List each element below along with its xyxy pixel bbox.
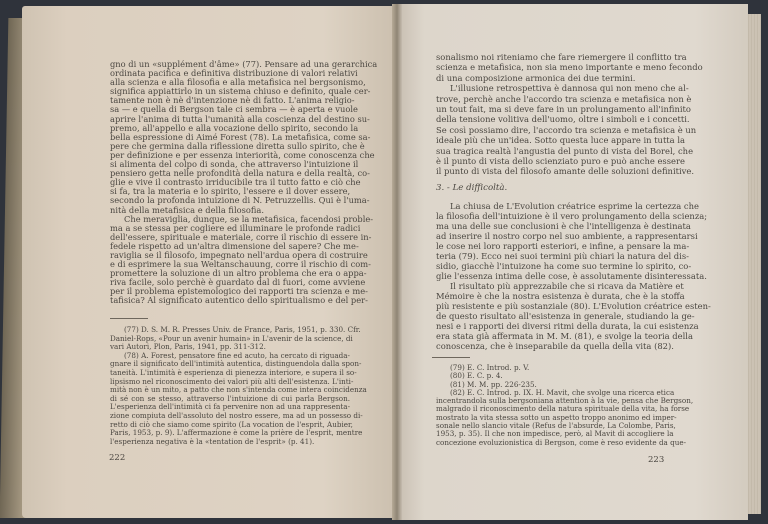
text-line: 1953, p. 35). Il che non impedisce, però, al Mavit di accogliere la (436, 429, 674, 439)
text-line: malgrado il riconoscimento della natura spirituale della vita, ha forse (436, 404, 690, 414)
text-line: concezione evoluzionistica di Bergson, come è reso evidente da que- (436, 437, 687, 447)
text-line: scienza e metafisica, non sia meno importante e meno fecondo (436, 62, 703, 73)
section-heading: 3. - Le difficoltà. (436, 183, 508, 193)
text-line: era stata già affermata in M. M. (81), e svolge la teoria della (436, 331, 693, 341)
text-line: raviglia se il filosofo, impegnato nell'ardua opera di costruire (110, 249, 368, 260)
text-line: mostrato la vita stessa sotto un aspetto troppo anonimo ed imper- (436, 412, 677, 422)
text-line: tamente non è nè d'intenzione nè di fatto. L'anima religio- (110, 95, 355, 106)
text-line: Paris, 1953, p. 9). L'affermazione è come la prière de l'esprit, mentre (110, 428, 363, 438)
text-line: (80) E. C. p. 4. (450, 371, 503, 381)
text-line: (81) M. M. pp. 226-235. (450, 379, 537, 389)
text-line: (77) D. S. M. R. Presses Univ. de France, Paris, 1951, p. 330. Cfr. (124, 325, 361, 334)
text-line: per il problema epistemologico dei rapporti tra scienza e me- (110, 286, 368, 297)
text-line: premo, all'appello e alla vocazione dello spirito, secondo la (110, 122, 359, 133)
text-line: Mémoire è che la nostra esistenza è durata, che è la stoffa (436, 291, 685, 301)
text-line: La chiusa de L'Evolution créatrice esprime la certezza che (450, 201, 699, 211)
footnote-separator (432, 357, 470, 358)
text-line: incentrandola sulla bergsoniana attention à la vie, pensa che Bergson, (436, 396, 694, 406)
text-line: un tout fait, ma si deve fare in un prolungamento all'infinito (436, 104, 691, 115)
text-line: Se così possiamo dire, l'accordo tra scienza e metafisica è un (436, 124, 697, 135)
text-line: si alimenta del colpo di sonda, che attraverso l'intuizione il (110, 159, 359, 170)
text-line: si fa, tra la materia e lo spirito, l'essere e il dover essere, (110, 186, 351, 197)
text-line: gnare il significato dell'intimità autentica, distinguendola dalla spon- (110, 359, 362, 369)
text-line: della tensione volitiva dell'uomo, oltre i simboli e i concetti. (436, 114, 690, 125)
text-line: alla scienza e alla filosofia e alla metafisica nel bergsonismo, (110, 77, 366, 88)
text-line: pere che germina dalla riflessione diretta sullo spirito, che è (110, 140, 365, 151)
text-line: ma una delle sue conclusioni è che l'intelligenza è destinata (436, 221, 691, 231)
text-line: L'esperienza dell'intimità ci fa pervenire non ad una rappresenta- (110, 402, 350, 412)
text-line: Che meraviglia, dunque, se la metafisica, facendosi proble- (124, 213, 374, 224)
page-number-left: 222 (109, 453, 126, 463)
text-line: conoscenza, che è inseparabile da quella della vita (82). (436, 341, 674, 351)
text-line: gno di un «supplément d'âme» (77). Pensare ad una gerarchica (110, 59, 378, 69)
text-line: le cose nei loro rapporti esteriori, e infine, a pensare la ma- (436, 241, 690, 251)
text-line: sua tragica realtà l'angustia del punto di vista del Borel, che (436, 145, 694, 156)
text-line: sonalismo noi riteniamo che fare riemergere il conflitto tra (436, 52, 687, 62)
text-line: secondo la profonda intuizione di N. Petruzzellis. Qui è l'uma- (110, 195, 370, 206)
text-line: l'esperienza negativa è la «tentation de l'esprit» (p. 41). (110, 436, 315, 446)
text-line: nesi e i rapporti dei diversi ritmi della durata, la cui esistenza (436, 321, 699, 331)
text-line: per definizione e per essenza interiorità, come conoscenza che (110, 149, 375, 160)
text-line: più resistente e più sostanziale (80). L'Evolution créatrice esten- (436, 301, 711, 311)
text-line: retto di ciò che siamo come spirito (La vocation de l'esprit, Aubier, (110, 419, 353, 429)
right-body-text-top (436, 52, 703, 177)
text-line: trove, perchè anche l'accordo tra scienza e metafisica non è (436, 93, 692, 104)
text-line: è il punto di vista dello scienziato puro e può anche essere (436, 156, 685, 167)
text-line: tafisica? Al significato autentico dello spiritualismo e del per- (110, 295, 368, 306)
text-line: ideale più che un'idea. Sotto questa luce appare in tutta la (436, 135, 685, 146)
page-number-right: 223 (648, 455, 665, 465)
text-line: di una composizione armonica dei due termini. (436, 72, 636, 83)
text-line: aprire l'anima di tutta l'umanità alla coscienza del destino su- (110, 113, 370, 124)
text-line: il punto di vista del filosofo amante delle soluzioni definitive. (436, 166, 695, 177)
text-line: ma a se stessa per cogliere ed illuminare le profonde radici (110, 222, 361, 233)
text-line: teria (79). Ecco nei suoi termini più chiari la natura del dis- (436, 251, 689, 261)
footnote-separator (110, 318, 148, 319)
text-line: sa — e quella di Bergson tale ci sembra — è aperta e vuole (110, 104, 358, 115)
text-line: dell'essere, spirituale e materiale, corre il rischio di essere in- (110, 231, 372, 242)
text-line: promettere la soluzione di un altro problema che era o appa- (110, 268, 367, 279)
text-line: sonale nello slancio vitale (Refus de l'absurde, La Colombe, Paris, (436, 421, 676, 431)
text-line: ad inserire il nostro corpo nel suo ambiente, a rappresentarsi (436, 231, 698, 241)
text-line: zione compiuta dell'assoluto del nostro essere, ma ad un possesso di- (110, 410, 363, 420)
text-line: fedele rispetto ad un'altra dimensione del sapere? Che me- (110, 240, 359, 251)
text-line: pensiero getta nelle profondità della natura e della realtà, co- (110, 168, 370, 179)
text-line: glie l'essenza intima delle cose, è assolutamente disinteressata. (436, 271, 707, 281)
text-line: de questo risultato all'esistenza in generale, studiando la ge- (436, 311, 695, 321)
text-line: Il risultato più apprezzabile che si ricava da Matière et (450, 281, 684, 291)
right-body-text (436, 201, 711, 351)
left-body-text (110, 59, 378, 306)
text-line: lipsismo nel riconoscimento dei valori più alti dell'esistenza. L'inti- (110, 376, 354, 386)
text-line: di sé con se stesso, attraverso l'intuizione di cui parla Bergson. (110, 393, 350, 403)
text-line: nità della metafisica e della filosofia. (110, 204, 264, 215)
text-line: taneità. L'intimità è esperienza di pienezza interiore, e supera il so- (110, 367, 357, 377)
left-footnotes (110, 325, 367, 446)
text-line: mità non è un mito, a patto che non s'intenda come intera coincidenza (110, 385, 367, 395)
text-line: (79) E. C. Introd. p. V. (450, 363, 530, 372)
text-line: Daniel-Rops, «Pour un avenir humain» in L'avenir de la science, di (110, 333, 353, 343)
text-line: la filosofia dell'intuizione è il vero prolungamento della scienza; (436, 211, 708, 221)
text-line: e di esprimere la sua Weltanschauung, corre il rischio di com- (110, 259, 371, 270)
text-line: (82) E. C. Introd. p. IX. H. Mavit, che svolge una ricerca etica (450, 387, 675, 397)
text-line: significa appiattirlo in un sistema chiuso e definito, quale cer- (110, 86, 371, 97)
text-line: (78) A. Forest, pensatore fine ed acuto, ha cercato di riguada- (124, 350, 350, 360)
text-line: bella espressione di Aimé Forest (78). La metafisica, come sa- (110, 131, 371, 142)
text-line: glie e vive il contrasto irriducibile tra il tutto fatto e ciò che (110, 177, 361, 188)
text-line: riva facile, solo perchè è guardato dal di fuori, come avviene (110, 277, 366, 288)
text-line: L'illusione retrospettiva è dannosa qui non meno che al- (450, 83, 689, 94)
text-line: ordinata pacifica e definitiva distribuzione di valori relativi (110, 68, 358, 79)
text-line: sidio, giacchè l'intuizone ha come suo termine lo spirito, co- (436, 261, 692, 271)
book-gutter (392, 4, 402, 520)
right-footnotes (436, 363, 694, 447)
text-line: vari Autori, Plon, Paris, 1941, pp. 311-312. (110, 342, 266, 352)
